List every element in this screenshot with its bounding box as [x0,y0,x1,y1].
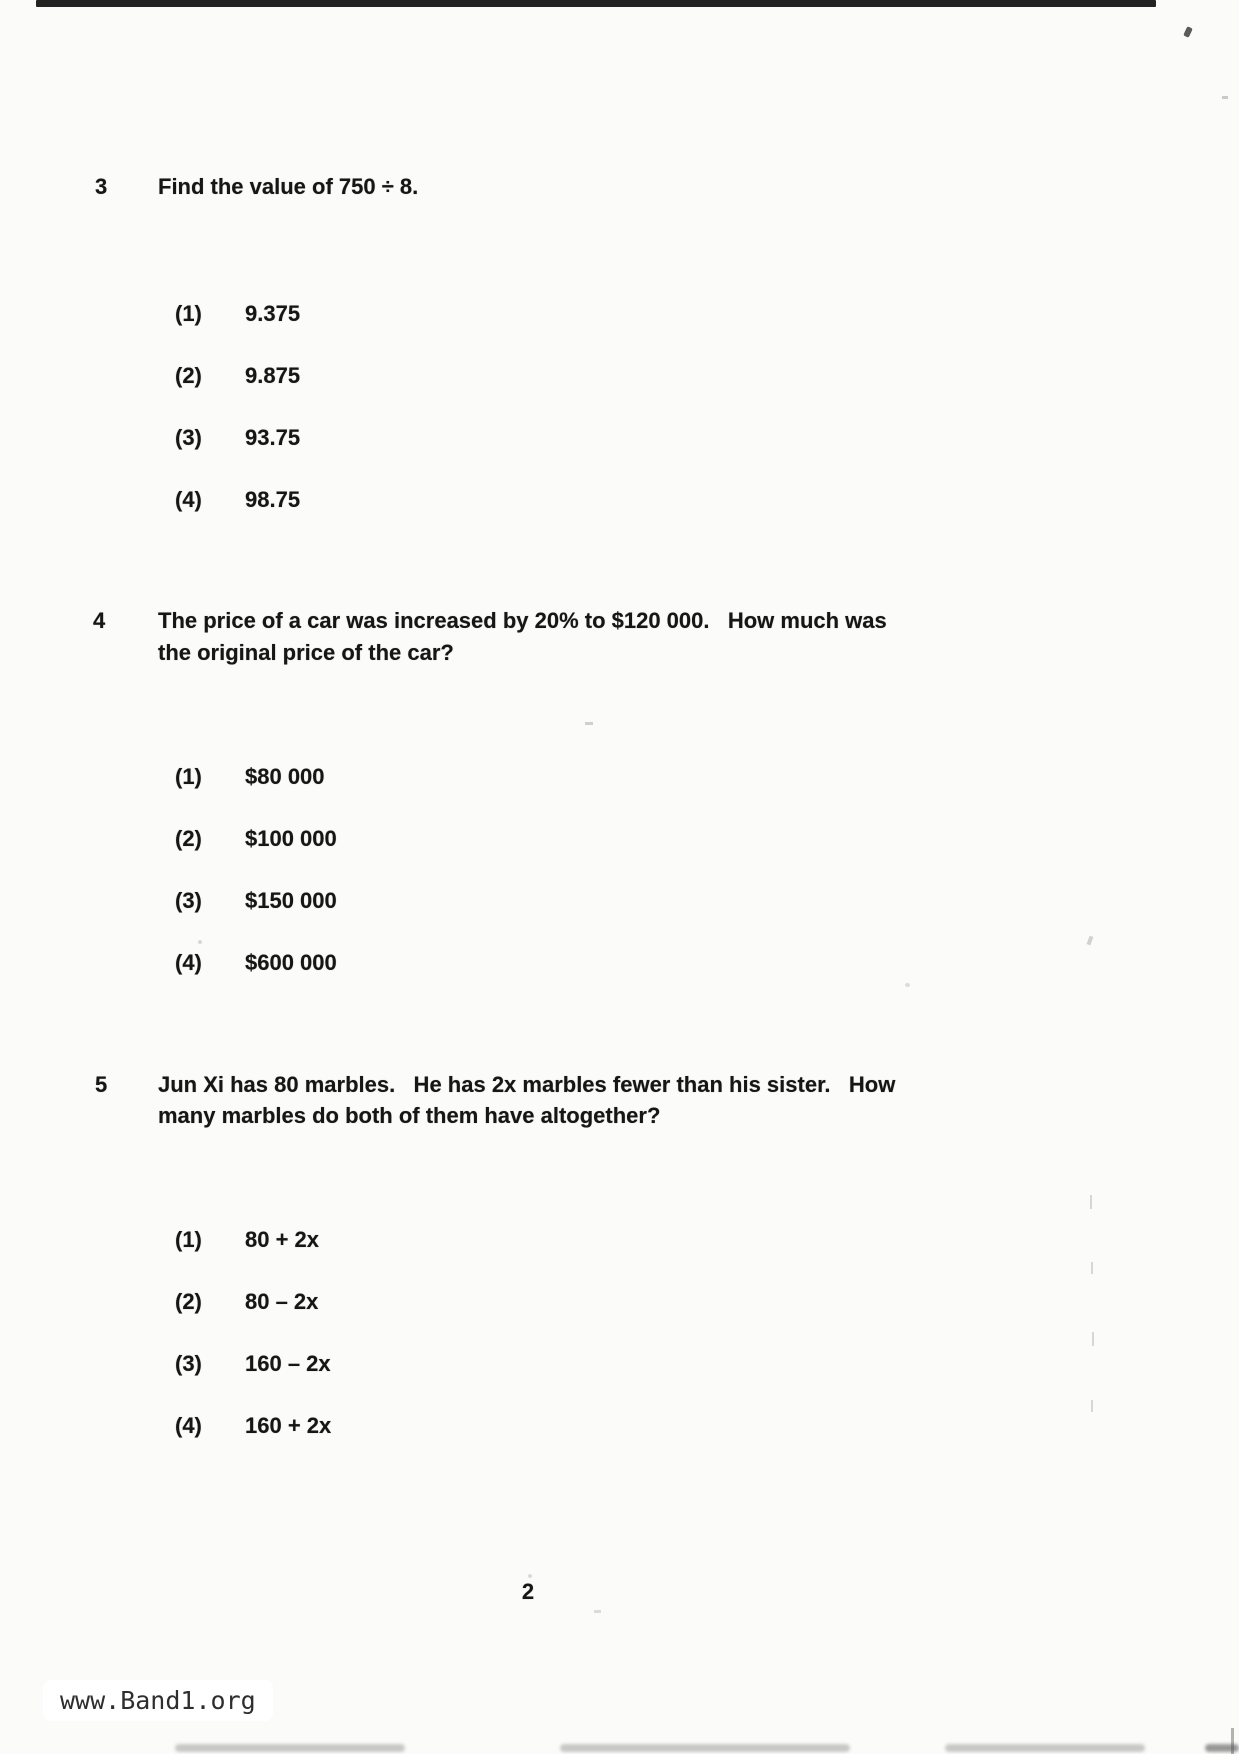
scan-speck [905,983,910,987]
option-value: $600 000 [245,950,337,975]
option-value: $150 000 [245,888,337,913]
question-number: 3 [95,174,108,199]
option-label: (2) [175,826,202,851]
option-label: (1) [175,301,202,326]
option-value: 98.75 [245,487,301,512]
page-number: 2 [521,1579,535,1604]
scan-speck [1092,1332,1094,1346]
option-value: 160 – 2x [245,1351,331,1376]
question-text-line: the original price of the car? [158,640,454,665]
scan-edge-bar [36,0,1156,7]
watermark-text: www.Band1.org [60,1686,256,1715]
scan-speck [594,1610,601,1613]
scan-speck [585,722,593,725]
scan-speck [1091,1400,1093,1412]
option-value: 9.875 [245,363,301,388]
scan-speck [198,940,202,944]
scan-smudge [175,1744,405,1752]
option-value: 80 – 2x [245,1289,319,1314]
option-label: (2) [175,1289,202,1314]
option-label: (1) [175,764,202,789]
question-number: 5 [95,1072,108,1097]
question-text-line: Find the value of 750 ÷ 8. [158,174,419,199]
scan-speck [1222,96,1228,99]
option-label: (3) [175,425,202,450]
scan-speck [528,1574,532,1578]
option-label: (4) [175,1413,202,1438]
watermark [43,1680,273,1721]
option-label: (3) [175,1351,202,1376]
option-value: 9.375 [245,301,301,326]
option-value: $80 000 [245,764,325,789]
option-value: 93.75 [245,425,301,450]
question-text-line: Jun Xi has 80 marbles. He has 2x marbles fewer than his sister. How [158,1072,896,1097]
scan-smudge [560,1744,850,1752]
scan-smudge [1205,1744,1239,1752]
question-number: 4 [93,608,106,633]
option-label: (4) [175,487,202,512]
option-label: (4) [175,950,202,975]
question-text-line: The price of a car was increased by 20% to $120 000. How much was [158,608,887,633]
option-value: $100 000 [245,826,337,851]
scan-smudge [945,1744,1145,1752]
option-label: (3) [175,888,202,913]
scan-speck [1087,936,1094,946]
option-value: 160 + 2x [245,1413,332,1438]
option-value: 80 + 2x [245,1227,320,1252]
scan-speck [1183,26,1193,38]
option-label: (2) [175,363,202,388]
question-text-line: many marbles do both of them have altogether? [158,1103,661,1128]
scan-speck [1090,1195,1092,1209]
option-label: (1) [175,1227,202,1252]
scan-speck [1091,1262,1093,1274]
